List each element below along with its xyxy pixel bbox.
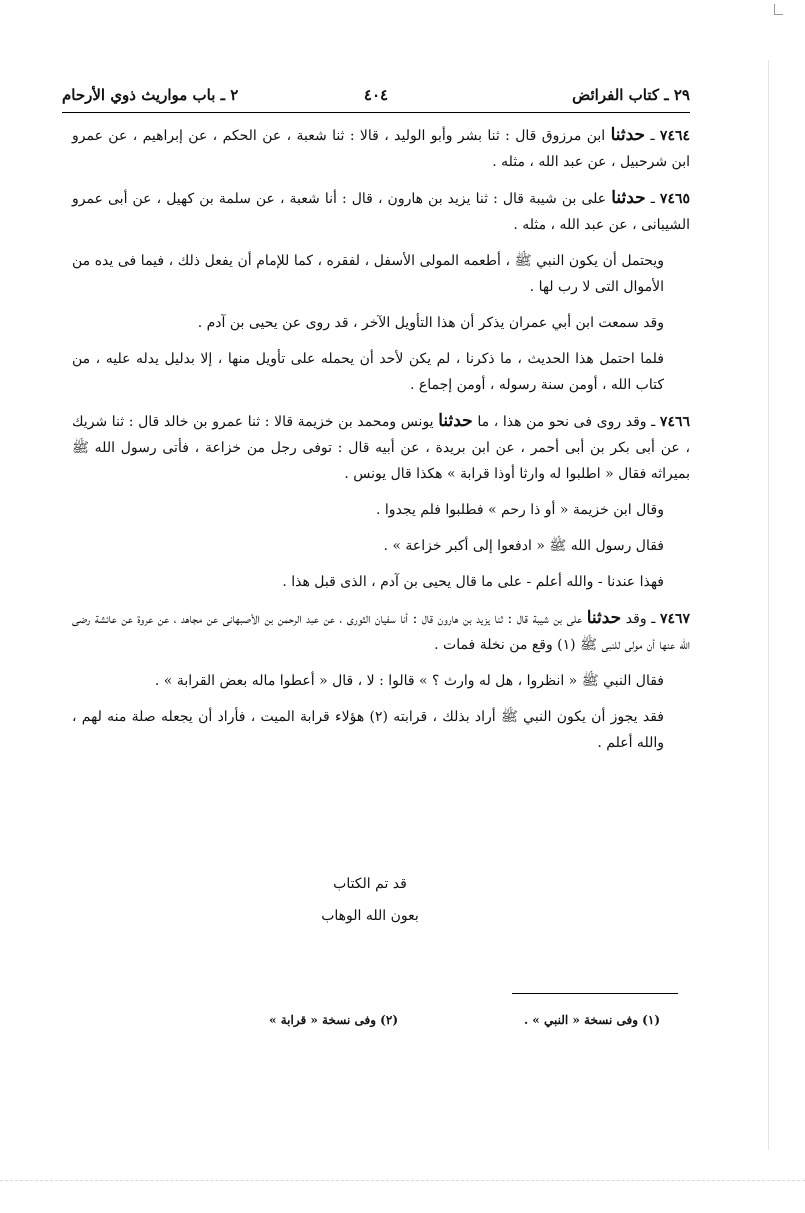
page-number: ٤٠٤ — [363, 86, 389, 104]
hadith-7465: ٧٤٦٥ ـ حدثنا على بن شيبة قال : ثنا يزيد بن هارون ، قال : أنا شعبة ، عن سلمة بن كهيل ، عن أبى عمرو الشيبانى ، عن عبد الله ، مثله . — [72, 188, 690, 233]
commentary-paragraph: وقد سمعت ابن أبي عمران يذكر أن هذا التأويل الآخر ، قد روى عن يحيى بن آدم . — [197, 315, 664, 331]
hadith-text: ابن مرزوق قال : ثنا بشر وأبو الوليد ، قالا : ثنا شعبة ، عن الحكم ، عن إبراهيم ، عن عمرو ابن شرحبيل ، عن عبد الله ، مثله . — [72, 128, 690, 170]
hadith-7466: ٧٤٦٦ ـ وقد روى فى نحو من هذا ، ما حدثنا يونس ومحمد بن خزيمة قالا : ثنا عمرو بن خالد قال : ثنا شريك ، عن أبى بكر بن أبى أحمر ، عن ابن بريدة ، عن أبيه قال : توفى رجل من خزاعة ، فأتى رسول الله ﷺ بميراثه فقال « اطلبوا له وارثا أوذا قرابة » هكذا قال يونس . — [72, 411, 690, 482]
commentary-paragraph: فهذا عندنا - والله أعلم - على ما قال يحيى بن آدم ، الذى قبل هذا . — [282, 574, 664, 590]
hadith-intro: وقد — [625, 611, 647, 627]
page-edge-line — [768, 60, 769, 1150]
closing-line-2: بعون الله الوهاب — [321, 908, 419, 924]
haddathana-word: حدثنا — [611, 188, 646, 208]
closing-line-1: قد تم الكتاب — [333, 876, 407, 892]
book-closing — [240, 868, 500, 932]
footnote-1: (١) وفى نسخة « النبي » . — [523, 1013, 660, 1027]
commentary-paragraph: ويحتمل أن يكون النبي ﷺ ، أطعمه المولى الأسفل ، لفقره ، كما للإمام أن يفعل ذلك ، فيما فى يده من الأموال التى لا رب لها . — [72, 253, 664, 295]
footnote-2: (٢) وفى نسخة « قرابة » — [269, 1013, 398, 1027]
hadith-number: ٧٤٦٦ — [659, 414, 690, 430]
commentary-paragraph: فقال النبي ﷺ « انظروا ، هل له وارث ؟ » قالوا : لا ، قال « أعطوا ماله بعض القرابة » . — [154, 673, 664, 689]
page-body — [72, 122, 690, 766]
commentary-paragraph: فقد يجوز أن يكون النبي ﷺ أراد بذلك ، قرابته (٢) هؤلاء قرابة الميت ، فأراد أن يجعله صلة منه لهم ، والله أعلم . — [72, 709, 664, 751]
hadith-number: ٧٤٦٥ — [659, 191, 690, 207]
haddathana-word: حدثنا — [586, 608, 622, 628]
hadith-7464: ٧٤٦٤ ـ حدثنا ابن مرزوق قال : ثنا بشر وأبو الوليد ، قالا : ثنا شعبة ، عن الحكم ، عن إبراهيم ، عن عمرو ابن شرحبيل ، عن عبد الله ، مثله . — [72, 125, 690, 170]
hadith-number: ٧٤٦٧ — [659, 611, 691, 627]
page-header — [62, 82, 690, 113]
commentary-paragraph: فلما احتمل هذا الحديث ، ما ذكرنا ، لم يكن لأحد أن يحمله على تأويل منها ، إلا بدليل يدله عليه ، من كتاب الله ، أومن سنة رسوله ، أومن إجماع . — [72, 351, 664, 393]
footnote-divider — [512, 993, 678, 994]
hadith-text: يونس ومحمد بن خزيمة قالا : ثنا عمرو بن خالد قال : ثنا شريك ، عن أبى بكر بن أبى أحمر ، عن ابن بريدة ، عن أبيه قال : توفى رجل من خزاعة ، فأتى رسول الله ﷺ بميراثه فقال « اطلبوا له وارثا أوذا قرابة » هكذا قال يونس . — [72, 414, 690, 482]
commentary-paragraph: وقال ابن خزيمة « أو ذا رحم » فطلبوا فلم يجدوا . — [376, 502, 664, 518]
hadith-7467: ٧٤٦٧ ـ وقد حدثنا على بن شيبة قال : ثنا يزيد بن هارون قال : أنا سفيان الثورى ، عن عبد الرحمن بن الأصبهانى عن مجاهد ، عن عروة عن عائشة رضى الله عنها أن مولى للنبى ﷺ (١) وقع من نخلة فمات . — [72, 608, 691, 653]
page-bottom-edge — [0, 1180, 805, 1181]
hadith-text: على بن شيبة قال : ثنا يزيد بن هارون قال : أنا سفيان الثورى ، عن عبد الرحمن بن الأصبهانى عن مجاهد ، عن عروة عن عائشة رضى الله عنها أن مولى للنبى ﷺ (١) وقع من نخلة فمات . — [72, 611, 690, 653]
hadith-number: ٧٤٦٤ — [659, 128, 690, 144]
section-title: ٢ ـ باب مواريث ذوي الأرحام — [62, 86, 239, 104]
hadith-intro: وقد روى فى نحو من هذا ، ما — [477, 414, 647, 430]
haddathana-word: حدثنا — [438, 411, 473, 431]
chapter-title: ٢٩ ـ كتاب الفرائض — [572, 86, 690, 104]
hadith-text: على بن شيبة قال : ثنا يزيد بن هارون ، قال : أنا شعبة ، عن سلمة بن كهيل ، عن أبى عمرو الشيبانى ، عن عبد الله ، مثله . — [72, 191, 690, 233]
haddathana-word: حدثنا — [610, 125, 646, 145]
scan-corner-mark — [774, 4, 783, 15]
commentary-paragraph: فقال رسول الله ﷺ « ادفعوا إلى أكبر خزاعة » . — [383, 538, 664, 554]
